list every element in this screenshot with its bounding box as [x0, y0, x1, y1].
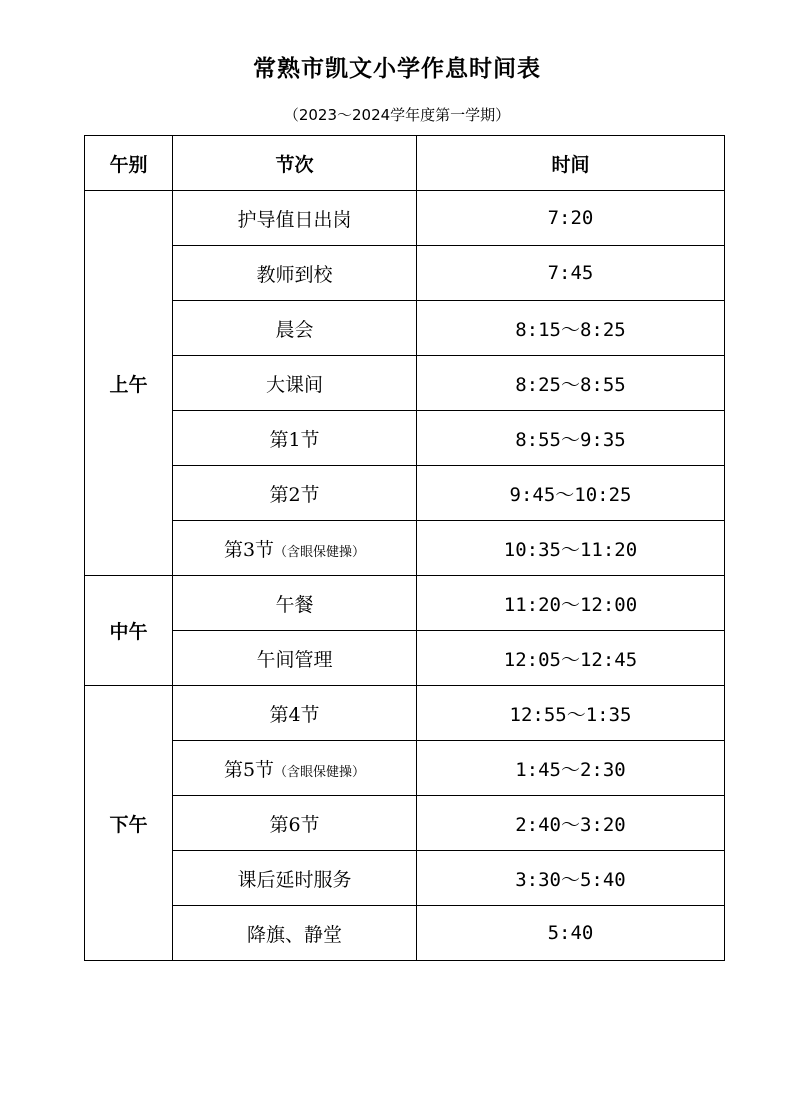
- session-cell: [173, 191, 417, 246]
- table-row: [85, 741, 725, 796]
- table-row: [85, 356, 725, 411]
- session-label: 午间管理: [256, 648, 333, 671]
- session-label: 大课间: [265, 373, 323, 396]
- period-cell: 上午: [85, 191, 173, 576]
- session-label: 课后延时服务: [237, 868, 352, 891]
- time-cell: 7:45: [417, 246, 725, 301]
- table-row: [85, 411, 725, 466]
- time-cell: 7:20: [417, 191, 725, 246]
- session-label: 晨会: [275, 318, 314, 341]
- session-note: （含眼保健操）: [274, 544, 366, 560]
- table-row: [85, 686, 725, 741]
- session-label: 第6节: [269, 813, 320, 836]
- session-cell: [173, 741, 417, 796]
- time-cell: 1:45～2:30: [417, 741, 725, 796]
- session-cell: [173, 906, 417, 961]
- session-cell: [173, 686, 417, 741]
- session-label: 第1节: [269, 428, 320, 451]
- session-label: 第2节: [269, 483, 320, 506]
- header-row: [85, 136, 725, 191]
- header-period: 午别: [85, 136, 173, 191]
- session-label: 降旗、静堂: [246, 923, 342, 946]
- table-row: [85, 796, 725, 851]
- time-cell: 10:35～11:20: [417, 521, 725, 576]
- table-row: [85, 191, 725, 246]
- session-label: 教师到校: [256, 263, 333, 286]
- session-label: 第5节: [223, 758, 275, 781]
- period-cell: 中午: [85, 576, 173, 686]
- session-cell: [173, 631, 417, 686]
- session-cell: [173, 521, 417, 576]
- session-label: 第4节: [269, 703, 320, 726]
- schedule-body: [85, 191, 725, 961]
- period-cell: 下午: [85, 686, 173, 961]
- table-row: [85, 301, 725, 356]
- time-cell: 12:55～1:35: [417, 686, 725, 741]
- table-row: [85, 521, 725, 576]
- session-cell: [173, 796, 417, 851]
- header-time: 时间: [417, 136, 725, 191]
- time-cell: 12:05～12:45: [417, 631, 725, 686]
- session-cell: [173, 246, 417, 301]
- table-row: [85, 631, 725, 686]
- session-cell: [173, 356, 417, 411]
- page-subtitle: （2023～2024学年度第一学期）: [283, 106, 511, 124]
- table-row: [85, 576, 725, 631]
- session-cell: [173, 411, 417, 466]
- time-cell: 11:20～12:00: [417, 576, 725, 631]
- time-cell: 8:55～9:35: [417, 411, 725, 466]
- session-label: 午餐: [275, 593, 314, 616]
- time-cell: 9:45～10:25: [417, 466, 725, 521]
- time-cell: 5:40: [417, 906, 725, 961]
- session-cell: [173, 301, 417, 356]
- session-label: 第3节: [223, 538, 275, 561]
- session-note: （含眼保健操）: [274, 764, 366, 780]
- page-title: 常熟市凯文小学作息时间表: [253, 56, 541, 82]
- session-label: 护导值日出岗: [237, 208, 352, 231]
- table-row: [85, 851, 725, 906]
- time-cell: 8:25～8:55: [417, 356, 725, 411]
- header-session: 节次: [173, 136, 417, 191]
- time-cell: 3:30～5:40: [417, 851, 725, 906]
- time-cell: 8:15～8:25: [417, 301, 725, 356]
- table-row: [85, 246, 725, 301]
- table-row: [85, 906, 725, 961]
- time-cell: 2:40～3:20: [417, 796, 725, 851]
- session-cell: [173, 466, 417, 521]
- session-cell: [173, 576, 417, 631]
- schedule-table: [84, 135, 725, 961]
- table-row: [85, 466, 725, 521]
- session-cell: [173, 851, 417, 906]
